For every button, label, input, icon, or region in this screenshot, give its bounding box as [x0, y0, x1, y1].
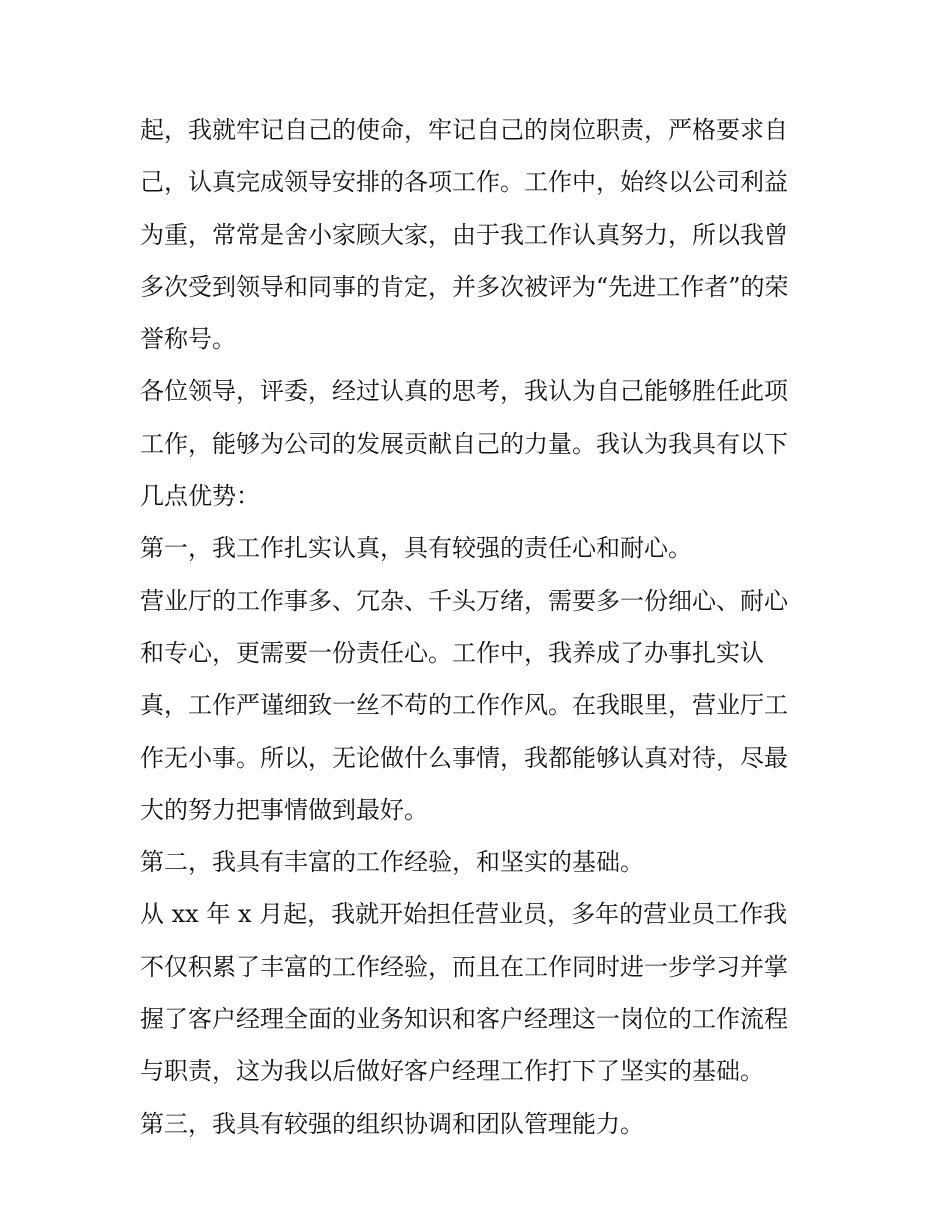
text-line-17: 不仅积累了丰富的工作经验，而且在工作同时进一步学习并掌: [140, 952, 788, 981]
text-line-3: 为重，常常是舍小家顾大家，由于我工作认真努力，所以我曾: [140, 220, 788, 249]
text-line-14: 大的努力把事情做到最好。: [140, 795, 428, 824]
text-line-15: 第二，我具有丰富的工作经验，和坚实的基础。: [140, 848, 644, 877]
document-body: [140, 104, 820, 1150]
text-line-13: 作无小事。所以，无论做什么事情，我都能够认真对待，尽最: [140, 743, 788, 772]
text-line-7: 工作，能够为公司的发展贡献自己的力量。我认为我具有以下: [140, 429, 788, 458]
text-line-16: 从 xx 年 x 月起，我就开始担任营业员，多年的营业员工作我: [140, 900, 788, 929]
text-line-5: 誉称号。: [140, 325, 236, 354]
text-line-1: 起，我就牢记自己的使命，牢记自己的岗位职责，严格要求自: [140, 116, 788, 144]
text-line-18: 握了客户经理全面的业务知识和客户经理这一岗位的工作流程: [140, 1005, 788, 1034]
text-line-8: 几点优势：: [140, 482, 260, 511]
text-line-6: 各位领导，评委，经过认真的思考，我认为自己能够胜任此项: [140, 377, 788, 406]
text-line-9: 第一，我工作扎实认真，具有较强的责任心和耐心。: [140, 534, 692, 563]
text-line-4: 多次受到领导和同事的肯定，并多次被评为“先进工作者”的荣: [140, 272, 789, 301]
text-line-12: 真，工作严谨细致一丝不苟的工作作风。在我眼里，营业厅工: [140, 691, 788, 720]
text-line-11: 和专心，更需要一份责任心。工作中，我养成了办事扎实认: [140, 638, 764, 667]
text-line-20: 第三，我具有较强的组织协调和团队管理能力。: [140, 1109, 644, 1138]
text-line-10: 营业厅的工作事多、冗杂、千头万绪，需要多一份细心、耐心: [140, 586, 788, 615]
text-line-19: 与职责，这为我以后做好客户经理工作打下了坚实的基础。: [140, 1057, 764, 1086]
text-line-2: 己，认真完成领导安排的各项工作。工作中，始终以公司利益: [140, 168, 788, 197]
